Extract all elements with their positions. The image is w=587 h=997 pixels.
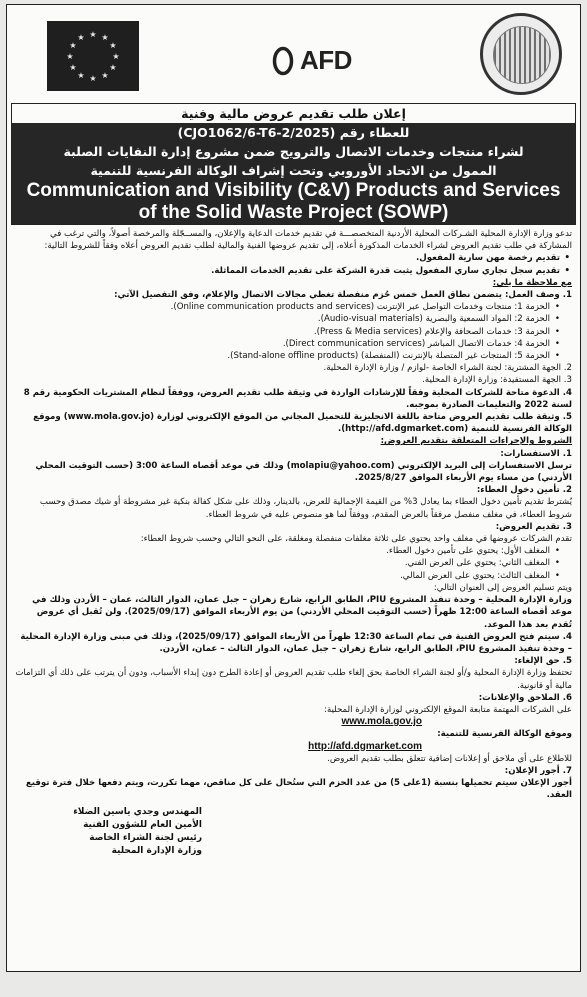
condition-register: • تقديم سجل تجاري ساري المفعول يثبت قدرة الشركة على تقديم الخدمات المماثلة. bbox=[15, 265, 572, 277]
afd-site-label: وموقع الوكالة الفرنسية للتنمية: bbox=[437, 729, 572, 740]
title-en-line-2: of the Solid Waste Project (SOWP) bbox=[12, 202, 575, 224]
addenda-text-2: للاطلاع على أي ملاحق أو إعلانات إضافية تتعلق بطلب تقديم العروض. bbox=[327, 753, 572, 764]
condition-license: • تقديم رخصة مهن سارية المفعول. bbox=[15, 252, 572, 264]
title-line-1: إعلان طلب تقديم عروض مالية وفنية bbox=[12, 104, 575, 123]
note-item-1: 1. وصف العمل: يتضمن نطاق العمل خمس حُزم منفصلة تغطي مجالات الاتصال والإعلام، وفق التفصيل الآتي: bbox=[114, 290, 572, 301]
afd-logo-text: AFD bbox=[300, 45, 352, 75]
inquiries-title: 1. الاستفسارات: bbox=[500, 448, 572, 459]
mola-link-row bbox=[15, 716, 572, 728]
intro-paragraph: تدعو وزارة الإدارة المحلية الشـركات المحلية الأردنية المتخصصـــة في تقديم خدمات الدعاية والإعلان، والمســجّلة والمرخصة أصولاً، والتي ترغب في المشاركة في طلب تقديم العروض لشراء الخدمات المذكورة أعلاه، إلى تقديم عروضها الفنية والمالية لطلب تقديم العروض أعلاه وفقاً للشروط التالية: bbox=[44, 229, 572, 252]
signature-block bbox=[15, 806, 572, 858]
bid-bond-title: 2. تأمين دخول العطاء: bbox=[476, 485, 572, 496]
envelope-item: • المغلف الثاني: يحتوي على العرض الفني. bbox=[15, 557, 572, 569]
eu-flag-icon bbox=[47, 21, 139, 91]
tender-announcement-page bbox=[6, 4, 581, 972]
svg-text:★: ★ bbox=[109, 63, 117, 72]
afd-logo bbox=[272, 45, 352, 76]
svg-text:★: ★ bbox=[69, 41, 77, 50]
svg-text:★: ★ bbox=[66, 52, 74, 61]
seal-building-icon bbox=[493, 26, 551, 84]
svg-text:★: ★ bbox=[112, 52, 120, 61]
package-item: • الحزمة 1: منتجات وخدمات التواصل عبر الإنترنت (Online communication products and services). bbox=[15, 301, 572, 313]
cancellation-title: 5. حق الإلغاء: bbox=[514, 656, 572, 667]
address-text: وزارة الإدارة المحلية – وحدة تنفيذ المشروع PIU، الطابق الرابع، شارع زهران – جبل عمان، الدوار الثالث، عمان – الأردن وذلك في موعد أقصاه الساعة 12:00 ظهراً (حسب التوقيت المحلي الأردني) من يوم الأربعاء الموافق (2025/09/17). ولن تُقبل أي عروض تُقدم بعد هذا الموعد. bbox=[32, 595, 572, 630]
package-item: • الحزمة 5: المنتجات غير المتصلة بالإنترنت (المنفصلة) (Stand-alone offline products). bbox=[15, 350, 572, 362]
title-en-line-1: Communication and Visibility (C&V) Products and Services bbox=[12, 180, 575, 202]
eu-stars-icon bbox=[47, 21, 139, 91]
title-line-4: الممول من الاتحاد الأوروبي وتحت إشراف الوكالة الفرنسية للتنمية bbox=[12, 161, 575, 180]
signature-title-2: رئيس لجنة الشراء الخاصة bbox=[89, 832, 202, 843]
mola-website-link[interactable]: www.mola.gov.jo bbox=[341, 716, 422, 728]
title-block bbox=[11, 103, 576, 225]
ad-fees-title: 7. أجور الإعلان: bbox=[504, 765, 572, 776]
header-logos bbox=[7, 5, 580, 103]
svg-text:★: ★ bbox=[77, 71, 85, 80]
title-line-2: للعطاء رقم (CJO1062/6-T6-2/2025) bbox=[12, 123, 575, 142]
announcement-body bbox=[7, 225, 580, 858]
procedures-heading: الشروط والإجراءات المتعلقة بتقديم العروض: bbox=[380, 436, 572, 447]
svg-text:★: ★ bbox=[89, 74, 97, 83]
ministry-seal-icon bbox=[480, 13, 562, 95]
addenda-text: على الشركات المهتمة متابعة الموقع الإلكتروني لوزارة الإدارة المحلية: bbox=[324, 704, 572, 715]
signature-org: وزارة الإدارة المحلية bbox=[111, 845, 202, 856]
envelope-item: • المغلف الأول: يحتوي على تأمين دخول العطاء. bbox=[15, 545, 572, 557]
svg-text:★: ★ bbox=[101, 71, 109, 80]
note-item-5: 5. وثيقة طلب تقديم العروض متاحة باللغة الانجليزية للتحميل المجاني من الموقع الإلكتروني لوزارة (www.mola.gov.jo) وموقع الوكالة الفرنسية للتنمية (http://afd.dgmarket.com). bbox=[33, 412, 572, 435]
addenda-title: 6. الملاحق والإعلانات: bbox=[478, 692, 572, 703]
notes-heading: مع ملاحظة ما يلي: bbox=[492, 277, 572, 288]
signature-title-1: الأمين العام للشؤون الفنية bbox=[83, 819, 202, 830]
svg-text:★: ★ bbox=[101, 33, 109, 42]
package-item: • الحزمة 2: المواد السمعية والبصرية (Audio-visual materials). bbox=[15, 313, 572, 325]
package-item: • الحزمة 3: خدمات الصحافة والإعلام (Press & Media services). bbox=[15, 326, 572, 338]
envelope-item: • المغلف الثالث: يحتوي على العرض المالي. bbox=[15, 570, 572, 582]
address-label: ويتم تسليم العروض إلى العنوان التالي: bbox=[433, 582, 572, 593]
svg-text:★: ★ bbox=[77, 33, 85, 42]
submission-text: تقدم الشركات عروضها في مغلف واحد يحتوي على ثلاثة مغلفات منفصلة ومغلقة، على النحو التالي وحسب شروط العطاء: bbox=[140, 534, 572, 545]
submission-title: 3. تقديم العروض: bbox=[495, 521, 572, 532]
title-line-3: لشراء منتجات وخدمات الاتصال والترويج ضمن مشروع إدارة النفايات الصلبة bbox=[12, 142, 575, 161]
cancellation-text: تحتفظ وزارة الإدارة المحلية و/أو لجنة الشراء الخاصة بحق إلغاء طلب تقديم العروض أو إعادة الطرح دون إبداء الأسباب، ودون أن يترتب على ذلك أي التزامات مالية أو قانونية. bbox=[15, 668, 572, 691]
ad-fees-text: أجور الإعلان سيتم تحميلها بنسبة (1على 5) من عدد الحزم التي ستُحال على كل مناقص، مهما تكررت، ويتم دفعها خلال فترة توقيع العقد. bbox=[25, 778, 572, 801]
afd-mark-icon bbox=[272, 46, 294, 76]
package-item: • الحزمة 4: خدمات الاتصال المباشر (Direct communication services). bbox=[15, 338, 572, 350]
signature-name: المهندس وجدي ياسين الضلاء bbox=[73, 806, 202, 817]
svg-text:★: ★ bbox=[109, 41, 117, 50]
afd-website-link[interactable]: http://afd.dgmarket.com bbox=[308, 740, 422, 752]
note-item-3: 3. الجهة المستفيدة: وزارة الإدارة المحلية. bbox=[422, 375, 572, 386]
inquiries-text: ترسل الاستفسارات إلى البريد الإلكتروني (molapiu@yahoo.com) وذلك في موعد أقصاه الساعة 3:00 (حسب التوقيت المحلي الأردني) من مساء يوم الأربعاء الموافق 2025/8/27. bbox=[35, 460, 572, 484]
note-item-4: 4. الدعوة متاحة للشركات المحلية وفقاً للإرشادات الواردة في وثيقة طلب تقديم العروض، ووفقاً لنظام المشتريات الحكومية رقم 8 لسنة 2022 والتعليمات الصادرة بموجبه. bbox=[23, 387, 572, 410]
svg-text:★: ★ bbox=[89, 30, 97, 39]
afd-link-row bbox=[15, 741, 572, 753]
opening-text: 4. سيتم فتح العروض الفنية في تمام الساعة 12:30 ظهراً من الأربعاء الموافق (2025/09/17)، وذلك في مبنى وزارة الإدارة المحلية – وحدة تنفيذ المشروع PIU، الطابق الرابع، شارع زهران – جبل عمان، الدوار الثالث – عمان، الأردن. bbox=[20, 631, 572, 654]
bid-bond-text: يُشترط تقديم تأمين دخول العطاء بما يعادل 3% من القيمة الإجمالية للعرض، بالدينار، وذلك على شكل كفالة بنكية غير مشروطة أو شيك مصدق وحسب شروط العطاء، في مغلف منفصل مرفقاً بالعرض المقدم، ووفقاً لما هو منصوص عليه في شروط العطاء. bbox=[39, 497, 572, 520]
svg-text:★: ★ bbox=[69, 63, 77, 72]
note-item-2: 2. الجهة المشترية: لجنة الشراء الخاصة -لوازم / وزارة الإدارة المحلية. bbox=[323, 363, 572, 374]
